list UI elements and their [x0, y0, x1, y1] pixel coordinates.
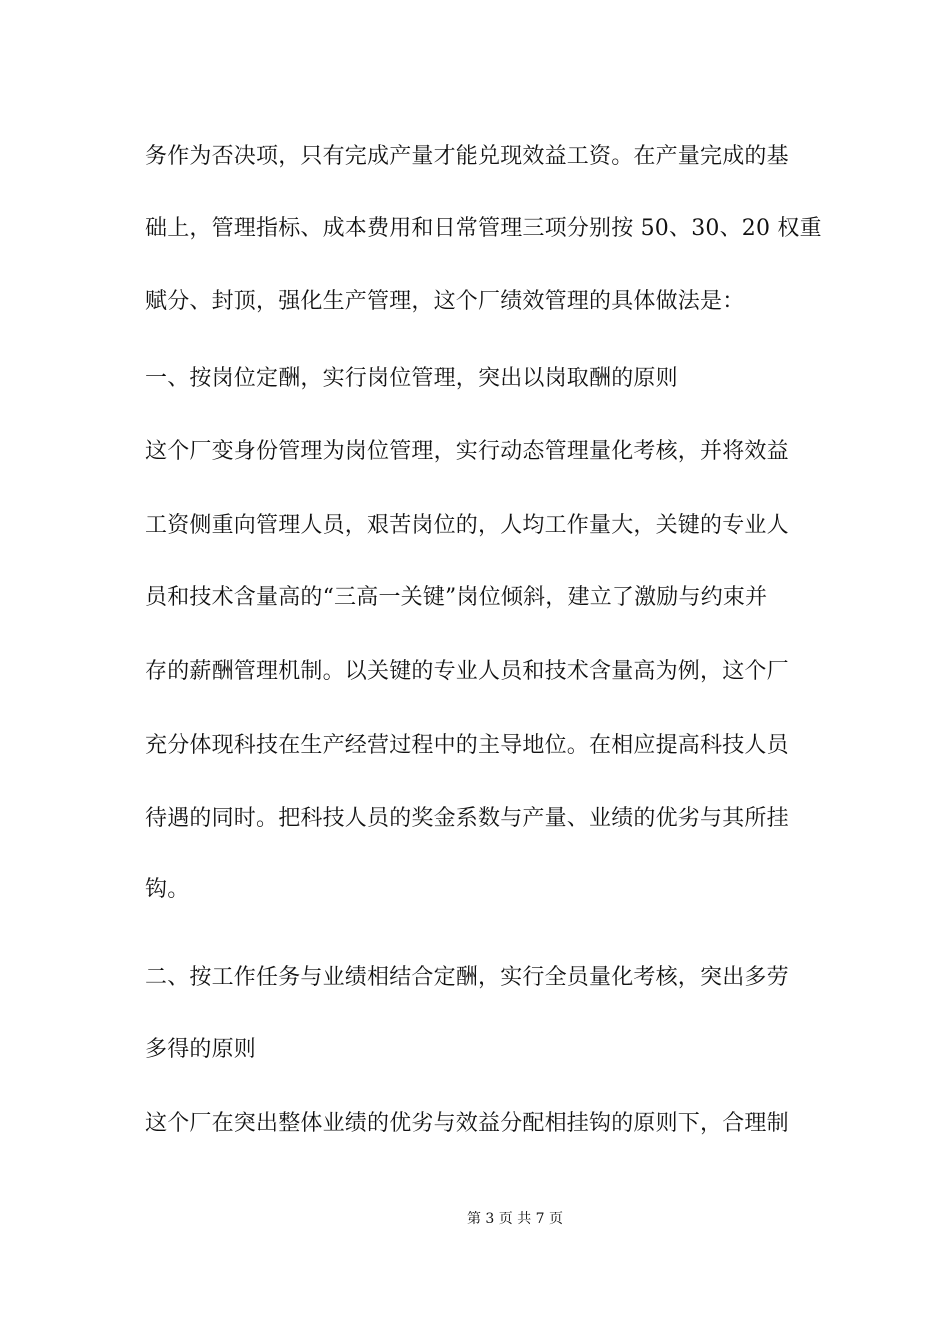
body-text-line: 充分体现科技在生产经营过程中的主导地位。在相应提高科技人员: [145, 733, 789, 758]
body-text-line: 员和技术含量高的“三高一关键”岗位倾斜，建立了激励与约束并: [145, 585, 768, 610]
body-text-line: 钩。: [145, 877, 190, 902]
section-heading-1: 一、按岗位定酬，实行岗位管理，突出以岗取酬的原则: [145, 366, 678, 391]
body-text-line: 存的薪酬管理机制。以关键的专业人员和技术含量高为例，这个厂: [145, 659, 789, 684]
body-text-line: 待遇的同时。把科技人员的奖金系数与产量、业绩的优劣与其所挂: [145, 806, 789, 831]
page-number-footer: 第 3 页 共 7 页: [466, 1211, 564, 1227]
section-heading-2-continued: 多得的原则: [145, 1037, 257, 1062]
body-text-line: 础上，管理指标、成本费用和日常管理三项分别按 50、30、20 权重: [145, 216, 822, 241]
body-text-line: 赋分、封顶，强化生产管理，这个厂绩效管理的具体做法是：: [145, 289, 745, 314]
body-text-line: 务作为否决项，只有完成产量才能兑现效益工资。在产量完成的基: [145, 144, 789, 169]
body-text-line: 这个厂变身份管理为岗位管理，实行动态管理量化考核，并将效益: [145, 439, 789, 464]
body-text-line: 工资侧重向管理人员，艰苦岗位的，人均工作量大，关键的专业人: [145, 513, 789, 538]
body-text-line: 这个厂在突出整体业绩的优劣与效益分配相挂钩的原则下，合理制: [145, 1111, 789, 1136]
section-heading-2: 二、按工作任务与业绩相结合定酬，实行全员量化考核，突出多劳: [145, 965, 789, 990]
